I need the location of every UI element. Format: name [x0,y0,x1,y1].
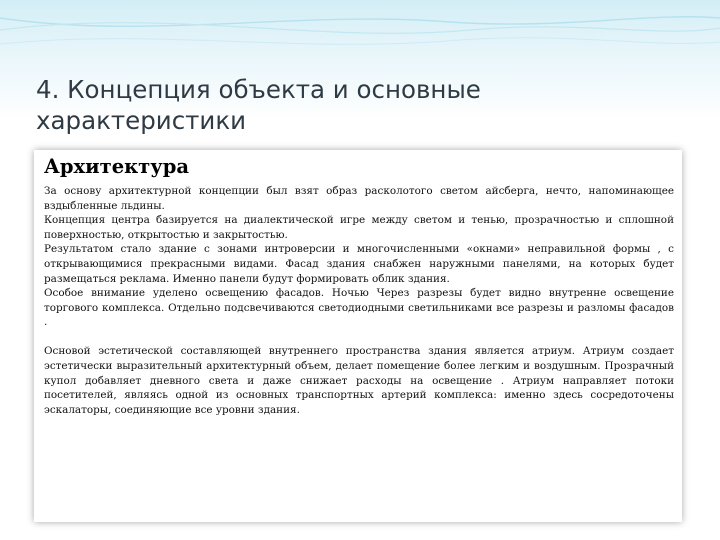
paragraph: Основой эстетической составляющей внутреннего пространства здания является атриум. Атриум создает эстетически выразительный архитектурный объем, делает помещение более легким и воздушным. Прозрачный купол добавляет дневного света и даже снижает расходы на освещение . Атриум направляет потоки посетителей, являясь одной из основных транспортных артерий комплекса: именно здесь сосредоточены эскалаторы, соединяющие все уровни здания. [44,345,674,416]
paragraph: Особое внимание уделено освещению фасадов. Ночью Через разрезы будет видно внутренне освещение торгового комплекса. Отдельно подсвечиваются светодиодными светильниками все разрезы и разломы фасадов . [44,287,674,329]
slide-title: 4. Концепция объекта и основные характеристики [36,75,481,135]
paragraph: Концепция центра базируется на диалектической игре между светом и тенью, прозрачностью и сплошной поверхностью, открытостью и закрытостью. [44,214,674,241]
section-subtitle: Архитектура [44,155,190,178]
body-text [44,184,674,417]
paragraph: За основу архитектурной концепции был взят образ расколотого светом айсберга, нечто, напоминающее вздыбленные льдины. [44,185,674,212]
paragraph: Результатом стало здание с зонами интроверсии и многочисленными «окнами» неправильной формы , с открывающимися прекрасными видами. Фасад здания снабжен наружными панелями, на которых будет размещаться реклама. Именно панели будут формировать облик здания. [44,243,674,285]
